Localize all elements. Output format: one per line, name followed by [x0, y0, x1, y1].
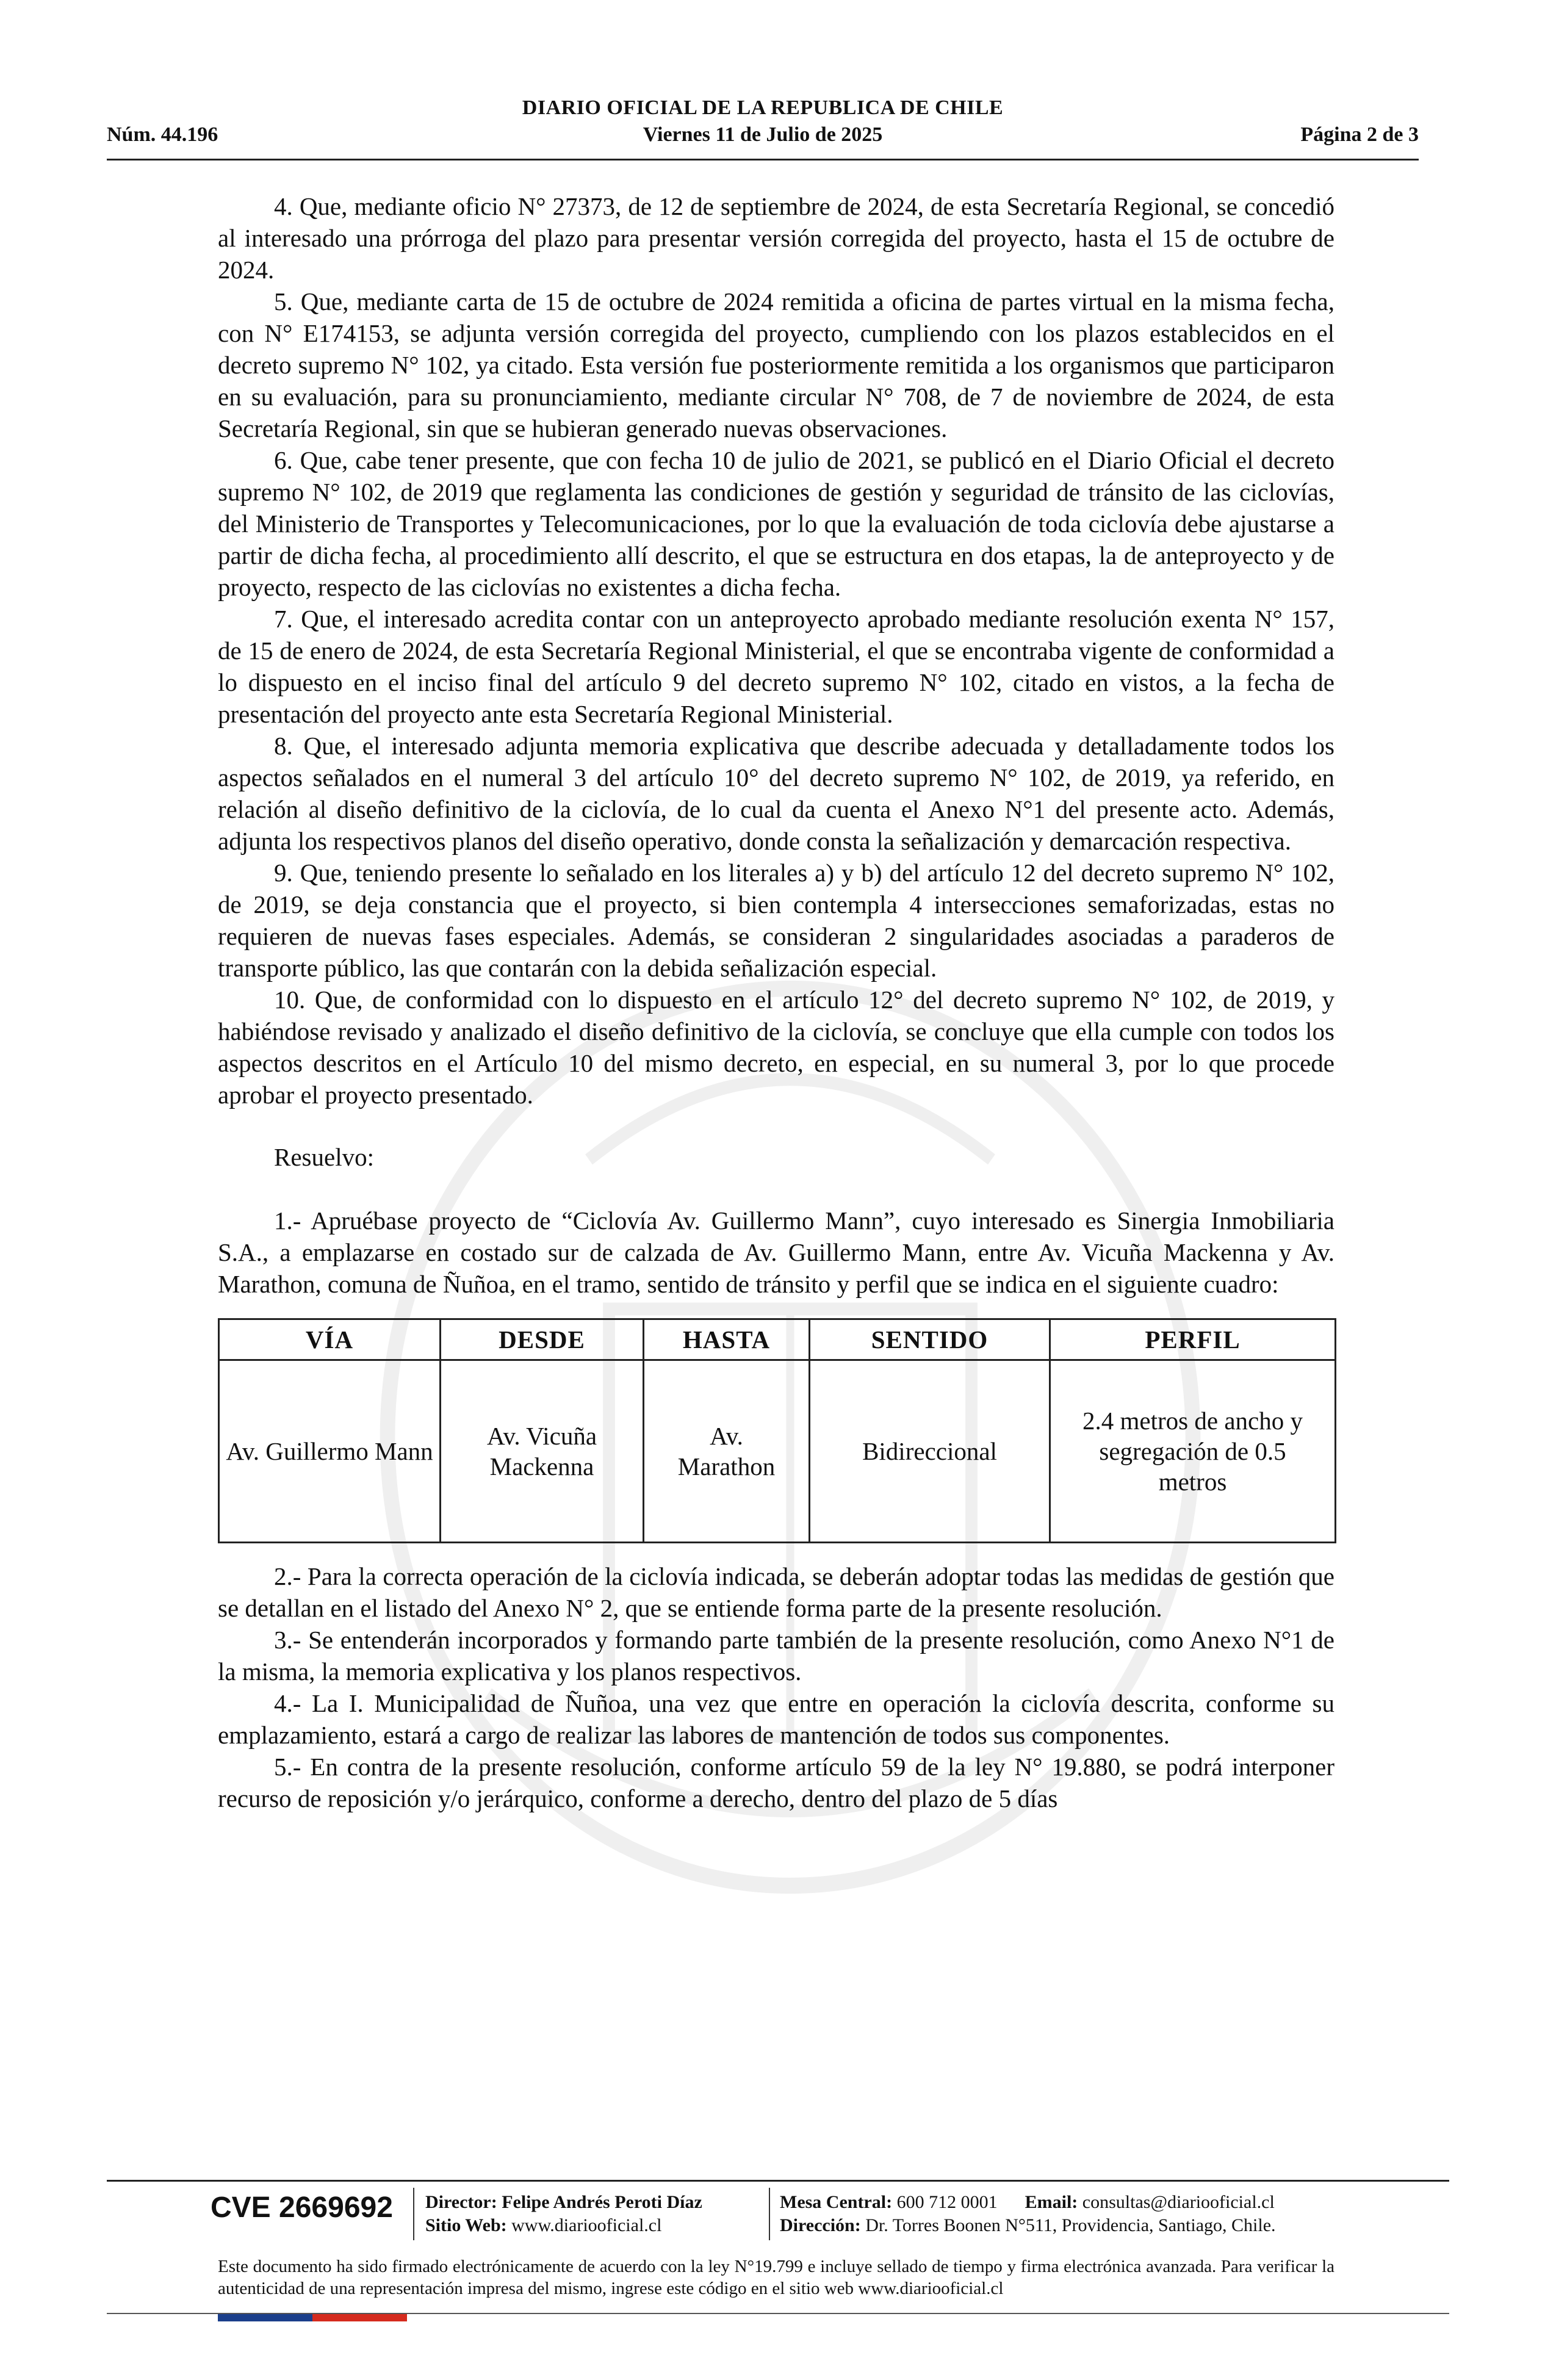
- table-cell: Av. Guillermo Mann: [219, 1360, 441, 1543]
- resolution-3: 3.- Se entenderán incorporados y formando parte también de la presente resolución, como Anexo N°1 de la misma, la memoria explicativa y los planos respectivos.: [218, 1626, 1334, 1686]
- website-link[interactable]: www.diariooficial.cl: [511, 2215, 662, 2235]
- issue-date: Viernes 11 de Julio de 2025: [643, 123, 883, 146]
- paragraph-4: 4. Que, mediante oficio N° 27373, de 12 de septiembre de 2024, de esta Secretaría Regional, se concedió al interesado una prórroga del plazo para presentar versión corregida del proyecto, hasta el 15 de octubre de 2024.: [218, 192, 1334, 284]
- table-header-cell: VÍA: [219, 1319, 441, 1360]
- footer-director-block: [425, 2191, 702, 2237]
- publication-title: DIARIO OFICIAL DE LA REPUBLICA DE CHILE: [522, 96, 1004, 119]
- footer-separator: [413, 2188, 414, 2240]
- website-label: Sitio Web:: [425, 2215, 507, 2235]
- mesa-phone: 600 712 0001: [896, 2192, 998, 2212]
- resolution-2: 2.- Para la correcta operación de la ciclovía indicada, se deberán adoptar todas las medidas de gestión que se detallan en el listado del Anexo N° 2, que se entiende forma parte de la presente resolución.: [218, 1562, 1334, 1622]
- cve-code: CVE 2669692: [211, 2191, 393, 2224]
- paragraph-6: 6. Que, cabe tener presente, que con fecha 10 de julio de 2021, se publicó en el Diario Oficial el decreto supremo N° 102, de 2019 que reglamenta las condiciones de gestión y seguridad de tránsito de las ciclovías, del Ministerio de Transportes y Telecomunicaciones, por lo que la evaluación de toda ciclovía debe ajustarse a partir de dicha fecha, al procedimiento allí descrito, el que se estructura en dos etapas, la de anteproyecto y de proyecto, respecto de las ciclovías no existentes a dicha fecha.: [218, 446, 1334, 601]
- flag-stripe-red: [312, 2314, 407, 2321]
- signature-note: Este documento ha sido firmado electrónicamente de acuerdo con la ley N°19.799 e incluye sellado de tiempo y firma electrónica avanzada. Para verificar la autenticidad de una representación impresa del mismo, ingrese este código en el sitio web www.diariooficial.cl: [218, 2257, 1334, 2298]
- resolution-1: 1.- Apruébase proyecto de “Ciclovía Av. Guillermo Mann”, cuyo interesado es Sinergia Inmobiliaria S.A., a emplazarse en costado sur de calzada de Av. Guillermo Mann, entre Av. Vicuña Mackenna y Av. Marathon, comuna de Ñuñoa, en el tramo, sentido de tránsito y perfil que se indica en el siguiente cuadro:: [218, 1206, 1334, 1298]
- footer-separator: [769, 2188, 770, 2240]
- footer-contact-block: [780, 2191, 1276, 2237]
- address-label: Dirección:: [780, 2215, 861, 2235]
- page-number: Página 2 de 3: [1300, 123, 1419, 146]
- paragraph-8: 8. Que, el interesado adjunta memoria explicativa que describe adecuada y detalladamente todos los aspectos señalados en el numeral 3 del artículo 10° del decreto supremo N° 102, de 2019, ya referido, en relación al diseño definitivo de la ciclovía, de lo cual da cuenta el Anexo N°1 del presente acto. Además, adjunta los respectivos planos del diseño operativo, donde consta la señalización y demarcación respectiva.: [218, 732, 1334, 855]
- table-cell: 2.4 metros de ancho y segregación de 0.5 metros: [1050, 1360, 1336, 1543]
- table-header-cell: HASTA: [644, 1319, 810, 1360]
- paragraph-5: 5. Que, mediante carta de 15 de octubre de 2024 remitida a oficina de partes virtual en la misma fecha, con N° E174153, se adjunta versión corregida del proyecto, cumpliendo con los plazos establecidos en el decreto supremo N° 102, ya citado. Esta versión fue posteriormente remitida a los organismos que participaron en su evaluación, para su pronunciamiento, mediante circular N° 708, de 7 de noviembre de 2024, de esta Secretaría Regional, sin que se hubieran generado nuevas observaciones.: [218, 287, 1334, 442]
- table-cell: Bidireccional: [810, 1360, 1050, 1543]
- table-cell: Av. Marathon: [644, 1360, 810, 1543]
- table-header-cell: SENTIDO: [810, 1319, 1050, 1360]
- cycleway-table: [218, 1318, 1336, 1543]
- paragraph-7: 7. Que, el interesado acredita contar con un anteproyecto aprobado mediante resolución exenta N° 157, de 15 de enero de 2024, de esta Secretaría Regional Ministerial, el que se encontraba vigente de conformidad a lo dispuesto en el inciso final del artículo 9 del decreto supremo N° 102, citado en vistos, a la fecha de presentación del proyecto ante esta Secretaría Regional Ministerial.: [218, 605, 1334, 728]
- resuelvo-heading: Resuelvo:: [274, 1143, 374, 1171]
- table-header-cell: PERFIL: [1050, 1319, 1336, 1360]
- address-value: Dr. Torres Boonen N°511, Providencia, Santiago, Chile.: [865, 2215, 1276, 2235]
- issue-number: Núm. 44.196: [107, 123, 218, 146]
- email-label: Email:: [1025, 2192, 1078, 2212]
- director-name: Felipe Andrés Peroti Díaz: [502, 2192, 702, 2212]
- footer-divider: [107, 2180, 1449, 2182]
- email-link[interactable]: consultas@diariooficial.cl: [1082, 2192, 1275, 2212]
- paragraph-9: 9. Que, teniendo presente lo señalado en los literales a) y b) del artículo 12 del decreto supremo N° 102, de 2019, se deja constancia que el proyecto, si bien contempla 4 intersecciones semaforizadas, estas no requieren de nuevas fases especiales. Además, se consideran 2 singularidades asociadas a paraderos de transporte público, las que contarán con la debida señalización especial.: [218, 859, 1334, 982]
- document-body: [218, 190, 1334, 1814]
- resolution-5: 5.- En contra de la presente resolución, conforme artículo 59 de la ley N° 19.880, se podrá interponer recurso de reposición y/o jerárquico, conforme a derecho, dentro del plazo de 5 días: [218, 1753, 1334, 1812]
- table-cell: Av. Vicuña Mackenna: [441, 1360, 644, 1543]
- table-row: [219, 1360, 1336, 1543]
- director-label: Director:: [425, 2192, 497, 2212]
- table-header-row: [219, 1319, 1336, 1360]
- page-header: [107, 92, 1419, 160]
- flag-stripe-blue: [218, 2314, 312, 2321]
- paragraph-10: 10. Que, de conformidad con lo dispuesto en el artículo 12° del decreto supremo N° 102, de 2019, y habiéndose revisado y analizado el diseño definitivo de la ciclovía, se concluye que ella cumple con todos los aspectos descritos en el Artículo 10 del mismo decreto, en especial, en su numeral 3, por lo que procede aprobar el proyecto presentado.: [218, 986, 1334, 1109]
- mesa-label: Mesa Central:: [780, 2192, 893, 2212]
- table-header-cell: DESDE: [441, 1319, 644, 1360]
- resolution-4: 4.- La I. Municipalidad de Ñuñoa, una vez que entre en operación la ciclovía descrita, conforme su emplazamiento, estará a cargo de realizar las labores de mantención de todos sus componentes.: [218, 1689, 1334, 1749]
